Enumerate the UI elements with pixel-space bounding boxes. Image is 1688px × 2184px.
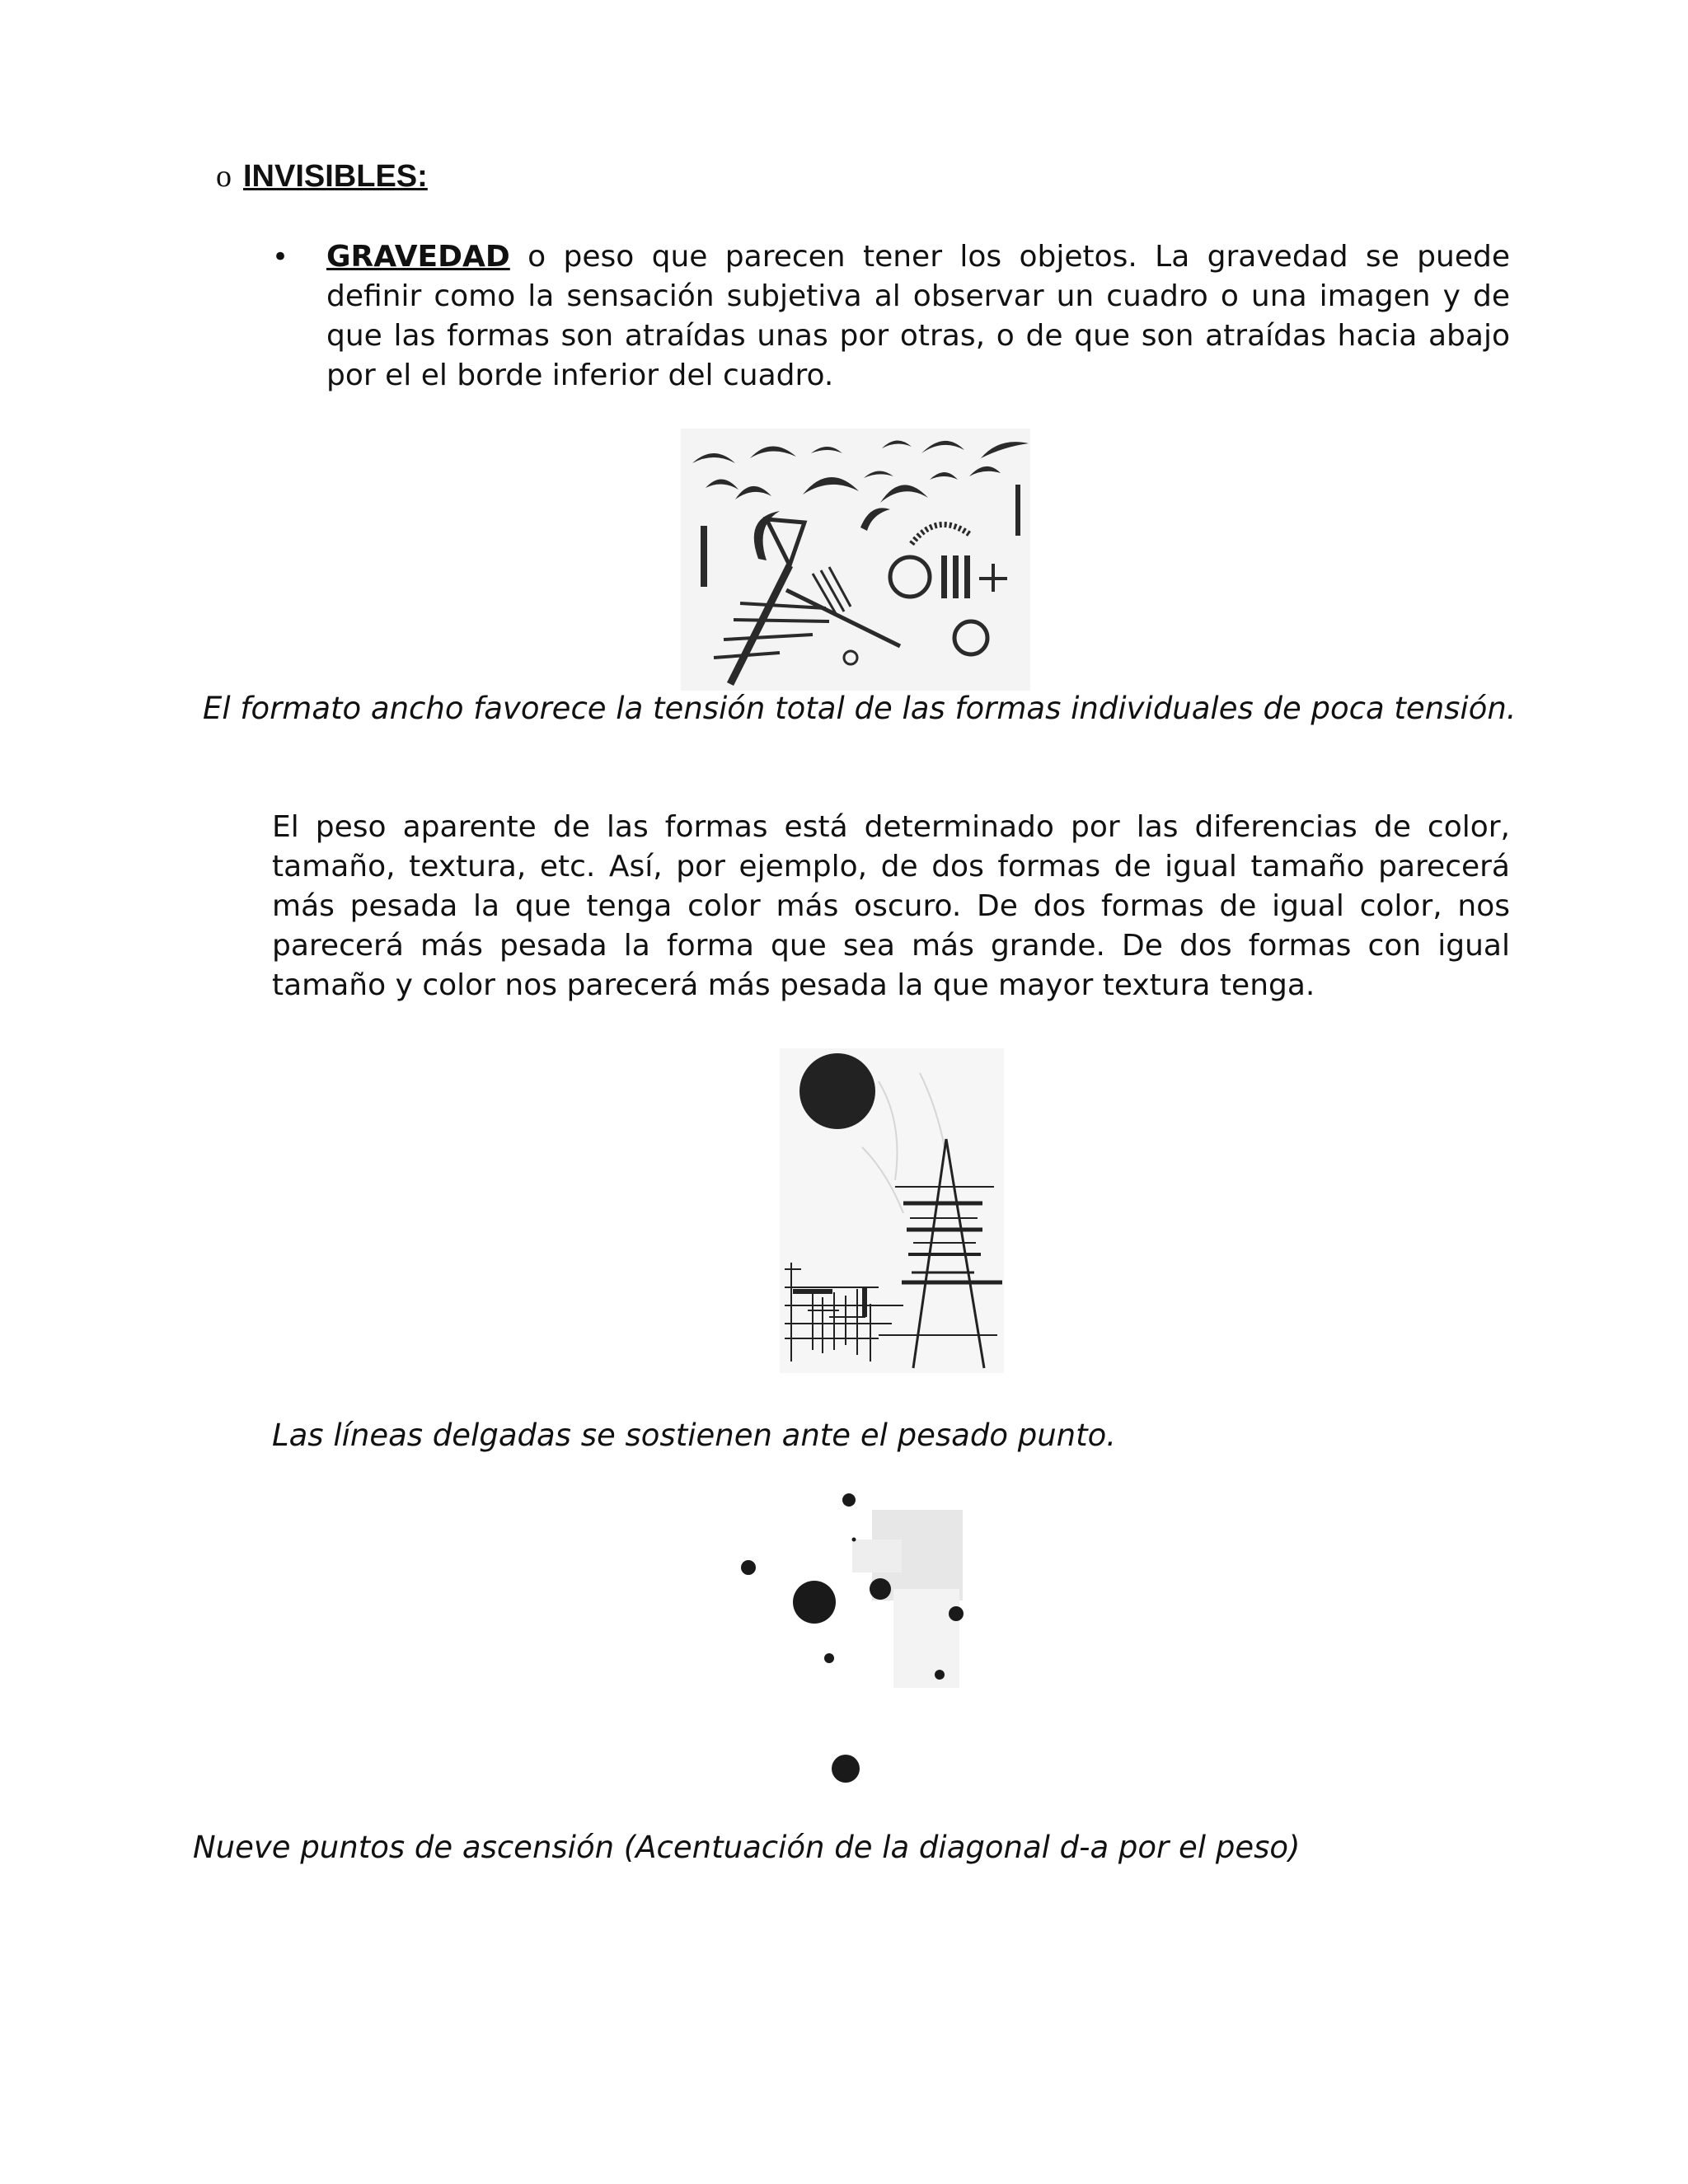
gravedad-definition: o peso que parecen tener los objetos. La gravedad se puede definir como la sensación subjetiva al observar un cuadro o una imagen y de que las formas son atraídas unas por otras, o de que son atraídas hacia abajo por el el borde inferior del cuadro. (326, 240, 1510, 392)
circle-bullet: o (216, 159, 232, 194)
figure-nine-points-image (729, 1490, 976, 1803)
section-heading: INVISIBLES: (243, 158, 428, 194)
figure-thin-lines-caption: Las líneas delgadas se sostienen ante el pesado punto. (272, 1418, 1117, 1453)
section-heading-row (216, 155, 428, 198)
figure-wide-format-caption: El formato ancho favorece la tensión total de las formas individuales de poca tensión. (203, 691, 1517, 726)
figure-wide-format-image (681, 429, 1030, 691)
bullet-dot: • (272, 241, 289, 274)
peso-paragraph: El peso aparente de las formas está determinado por las diferencias de color, tamaño, textura, etc. Así, por ejemplo, de dos formas de igual tamaño parecerá más pesada la que tenga color más oscuro. De dos formas de igual color, nos parecerá más pesada la forma que sea más grande. De dos formas con igual tamaño y color nos parecerá más pesada la que mayor textura tenga. (272, 810, 1510, 1002)
gravedad-bullet-item (272, 237, 1510, 396)
gravedad-text (326, 237, 1510, 396)
figure-thin-lines-image (780, 1048, 1004, 1373)
gravedad-term: GRAVEDAD (326, 240, 510, 274)
figure-nine-points-caption: Nueve puntos de ascensión (Acentuación de la diagonal d-a por el peso) (193, 1830, 1301, 1865)
